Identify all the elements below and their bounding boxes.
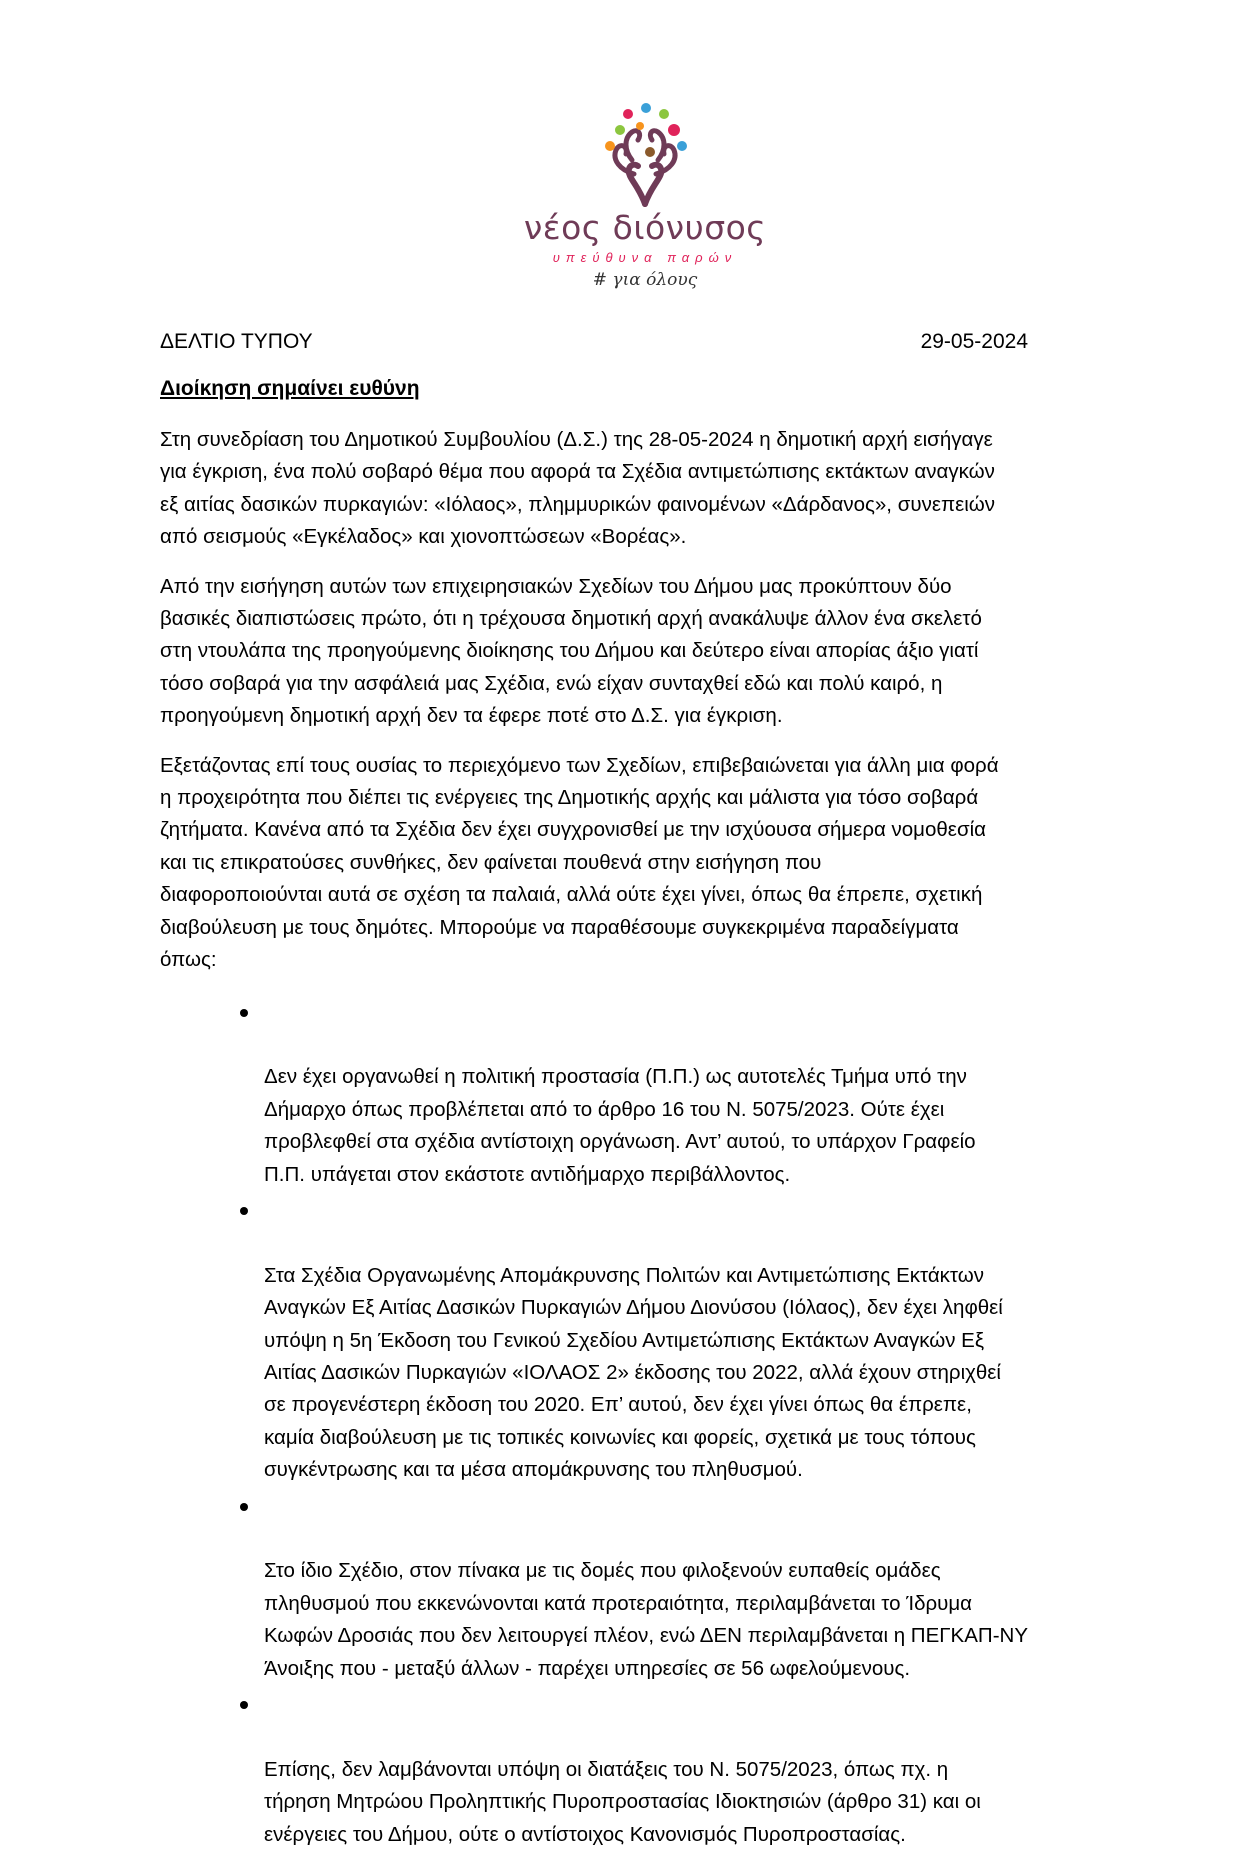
list-item-text: Στο ίδιο Σχέδιο, στον πίνακα με τις δομές που φιλοξενούν ευπαθείς ομάδες πληθυσμού που εκκενώνονται κατά προτεραιότητα, περιλαμβάνεται το Ίδρυμα Κωφών Δροσιάς που δεν λειτουργεί πλέον, ενώ ΔΕΝ περιλαμβάνεται η ΠΕΓΚΑΠ-ΝΥ Άνοιξης που - μεταξύ άλλων - παρέχει υπηρεσίες σε 56 ωφελούμενους. — [264, 1559, 1029, 1680]
logo-name: νέος διόνυσος — [523, 208, 767, 247]
paragraph: Από την εισήγηση αυτών των επιχειρησιακών Σχεδίων του Δήμου μας προκύπτουν δύο βασικές διαπιστώσεις πρώτο, ότι η τρέχουσα δημοτική αρχή ανακάλυψε άλλον ένα σκελετό στη ντουλάπα της προηγούμενης διοίκησης του Δήμου και δεύτερο είναι απορίας άξιο γιατί τόσο σοβαρά για την ασφάλειά μας Σχέδια, ενώ είχαν συνταχθεί εδώ και πολύ καιρό, η προηγούμενη δημοτική αρχή δεν τα έφερε ποτέ στο Δ.Σ. για έγκριση. — [160, 574, 982, 728]
paragraph: Στη συνεδρίαση του Δημοτικού Συμβουλίου (Δ.Σ.) της 28-05-2024 η δημοτική αρχή εισήγαγε για έγκριση, ένα πολύ σοβαρό θέμα που αφορά τα Σχέδια αντιμετώπισης εκτάκτων αναγκών εξ αιτίας δασικών πυρκαγιών: «Ιόλαος», πλημμυρικών φαινομένων «Δάρδανος», συνεπειών από σεισμούς «Εγκέλαδος» και χιονοπτώσεων «Βορέας». — [160, 428, 996, 549]
bullet-icon — [240, 1009, 248, 1017]
bullet-icon — [240, 1207, 248, 1215]
list-item — [160, 1491, 1120, 1685]
document-type: ΔΕΛΤΙΟ ΤΥΠΟΥ — [160, 330, 313, 353]
page-title: Διοίκηση σημαίνει ευθύνη — [160, 377, 420, 400]
list-item-text: Επίσης, δεν λαμβάνονται υπόψη οι διατάξεις του Ν. 5075/2023, όπως πχ. η τήρηση Μητρώου Προληπτικής Πυροπροστασίας Ιδιοκτησιών (άρθρο 31) και οι ενέργειες του Δήμου, ούτε ο αντίστοιχος Κανονισμός Πυροπροστασίας. — [264, 1757, 981, 1846]
logo-hashtag: # για όλους — [592, 270, 698, 290]
list-item — [160, 997, 1120, 1191]
bullet-list — [160, 997, 1120, 1852]
bullet-icon — [240, 1701, 248, 1709]
document-date: 29-05-2024 — [920, 330, 1028, 353]
tree-logo-icon — [590, 100, 700, 208]
logo-tagline: υπεύθυνα παρών — [552, 250, 738, 265]
document-body — [160, 424, 1120, 1855]
list-item-text: Στα Σχέδια Οργανωμένης Απομάκρυνσης Πολιτών και Αντιμετώπισης Εκτάκτων Αναγκών Εξ Αιτίας Δασικών Πυρκαγιών Δήμου Διονύσου (Ιόλαος), δεν έχει ληφθεί υπόψη η 5η Έκδοση του Γενικού Σχεδίου Αντιμετώπισης Εκτάκτων Αναγκών Εξ Αιτίας Δασικών Πυρκαγιών «ΙΟΛΑΟΣ 2» έκδοσης του 2022, αλλά έχουν στηριχθεί σε προγενέστερη έκδοση του 2020. Επ’ αυτού, δεν έχει γίνει όπως θα έπρεπε, καμία διαβούλευση με τις τοπικές κοινωνίες και φορείς, σχετικά με τους τόπους συγκέντρωσης και τα μέσα απομάκρυνσης του πληθυσμού. — [264, 1263, 1003, 1482]
paragraph: Εξετάζοντας επί τους ουσίας το περιεχόμενο των Σχεδίων, επιβεβαιώνεται για άλλη μια φορά η προχειρότητα που διέπει τις ενέργειες της Δημοτικής αρχής και μάλιστα για τόσο σοβαρά ζητήματα. Κανένα από τα Σχέδια δεν έχει συγχρονισθεί με την ισχύουσα σήμερα νομοθεσία και τις επικρατούσες συνθήκες, δεν φαίνεται πουθενά στην εισήγηση που διαφοροποιούνται αυτά σε σχέση τα παλαιά, αλλά ούτε έχει γίνει, όπως θα έπρεπε, σχετική διαβούλευση με τους δημότες. Μπορούμε να παραθέσουμε συγκεκριμένα παραδείγματα όπως: — [160, 753, 999, 972]
bullet-icon — [240, 1503, 248, 1511]
list-item-text: Δεν έχει οργανωθεί η πολιτική προστασία (Π.Π.) ως αυτοτελές Τμήμα υπό την Δήμαρχο όπως προβλέπεται από το άρθρο 16 του Ν. 5075/2023. Ούτε έχει προβλεφθεί στα σχέδια αντίστοιχη οργάνωση. Αντ’ αυτού, το υπάρχον Γραφείο Π.Π. υπάγεται στον εκάστοτε αντιδήμαρχο περιβάλλοντος. — [264, 1065, 976, 1186]
header-row — [160, 330, 1028, 360]
list-item — [160, 1195, 1120, 1487]
list-item — [160, 1689, 1120, 1851]
organization-logo — [520, 100, 770, 300]
